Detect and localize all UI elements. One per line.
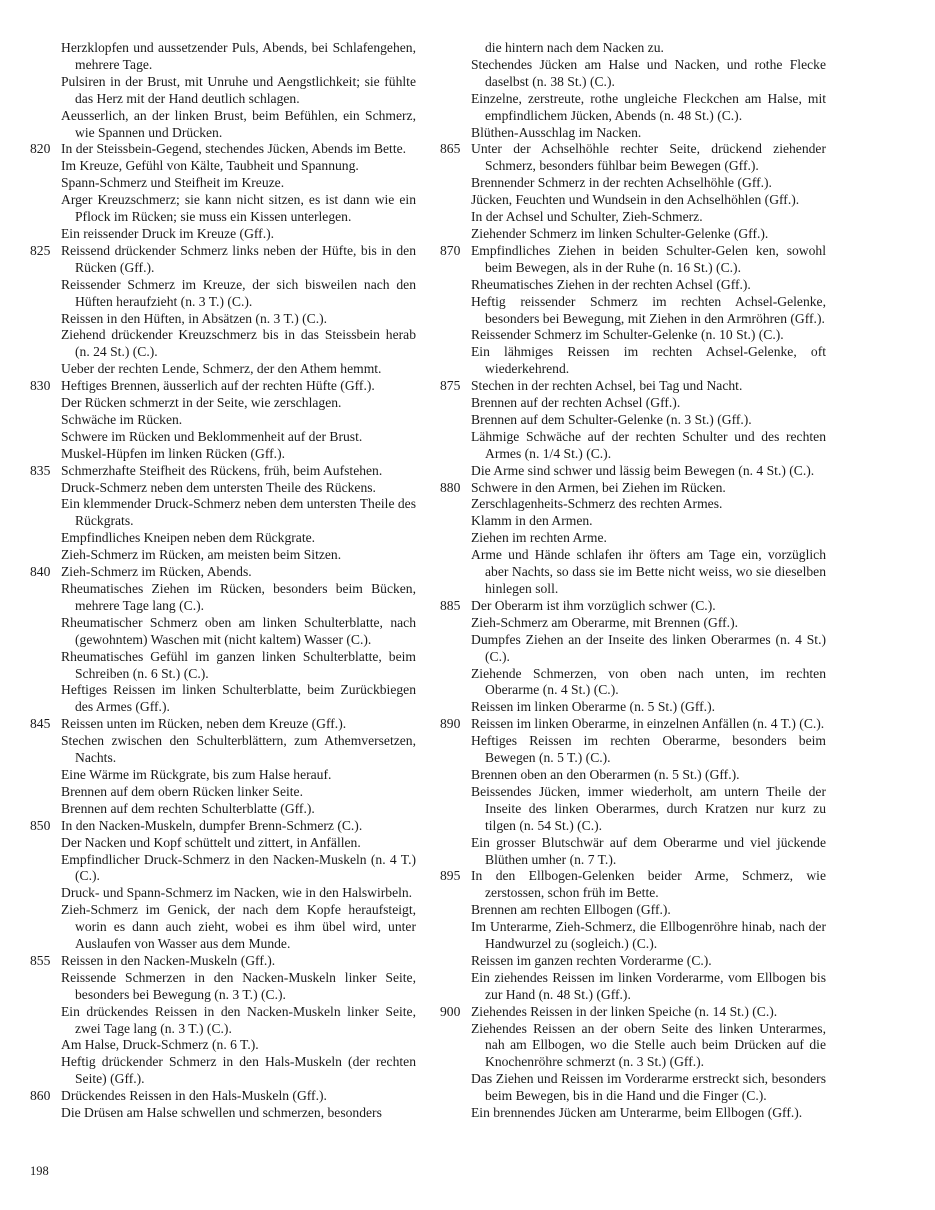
- entry-text: Zieh-Schmerz am Oberarme, mit Brennen (Gff.).: [471, 614, 738, 630]
- entry-number: 865: [440, 141, 461, 157]
- entry-text: Reissen im ganzen rechten Vorderarme (C.).: [471, 952, 712, 968]
- entry-text: Reissender Schmerz im Kreuze, der sich bisweilen nach den Hüften heraufzieht (n. 3 T.) (C.).: [61, 276, 416, 309]
- symptom-entry: [30, 311, 416, 328]
- page-number: 198: [30, 1164, 49, 1178]
- entry-text: Der Oberarm ist ihm vorzüglich schwer (C.).: [471, 597, 716, 613]
- symptom-entry: [440, 835, 826, 869]
- entry-text: Reissen in den Hüften, in Absätzen (n. 3 T.) (C.).: [61, 310, 328, 326]
- entry-text: Reissender Schmerz im Schulter-Gelenke (n. 10 St.) (C.).: [471, 327, 784, 343]
- symptom-entry: [30, 327, 416, 361]
- entry-text: Heftiges Brennen, äusserlich auf der rechten Hüfte (Gff.).: [61, 378, 375, 394]
- entry-text: Das Ziehen und Reissen im Vorderarme erstreckt sich, besonders beim Bewegen, bis in die Hand und die Finger (C.).: [471, 1071, 826, 1104]
- entry-text: Der Rücken schmerzt in der Seite, wie zerschlagen.: [61, 395, 342, 411]
- entry-text: Ziehen im rechten Arme.: [471, 530, 607, 546]
- entry-text: Brennen oben an den Oberarmen (n. 5 St.) (Gff.).: [471, 766, 740, 782]
- symptom-entry: [440, 1105, 826, 1122]
- entry-text: Brennen auf dem rechten Schulterblatte (Gff.).: [61, 800, 315, 816]
- symptom-entry: [440, 243, 826, 277]
- symptom-entry: [440, 327, 826, 344]
- entry-text: Im Unterarme, Zieh-Schmerz, die Ellbogenröhre hinab, nach der Handwurzel zu (sogleich.) (C.).: [471, 919, 826, 952]
- entry-text: Reissen unten im Rücken, neben dem Kreuze (Gff.).: [61, 716, 347, 732]
- entry-text: Zieh-Schmerz im Rücken, am meisten beim Sitzen.: [61, 547, 342, 563]
- entry-text: Heftiges Reissen im rechten Oberarme, besonders beim Bewegen (n. 5 T.) (C.).: [471, 733, 826, 766]
- symptom-entry: [440, 277, 826, 294]
- symptom-entry: [440, 970, 826, 1004]
- entry-number: 880: [440, 479, 461, 495]
- entry-text: Rheumatisches Gefühl im ganzen linken Schulterblatte, beim Schreiben (n. 6 St.) (C.).: [61, 648, 416, 681]
- left-column: [30, 40, 416, 1122]
- symptom-entry: [30, 885, 416, 902]
- symptom-entry: [440, 699, 826, 716]
- symptom-entry: [30, 902, 416, 953]
- entry-number: 835: [30, 462, 51, 478]
- entry-text: Empfindliches Kneipen neben dem Rückgrate.: [61, 530, 316, 546]
- entry-text: Blüthen-Ausschlag im Nacken.: [471, 124, 642, 140]
- entry-text: Rheumatischer Schmerz oben am linken Schulterblatte, nach (gewohntem) Waschen mit (nicht kaltem) Wasser (C.).: [61, 614, 416, 647]
- entry-text: Rheumatisches Ziehen in der rechten Achsel (Gff.).: [471, 276, 751, 292]
- entry-text: In den Nacken-Muskeln, dumpfer Brenn-Schmerz (C.).: [61, 817, 363, 833]
- symptom-entry: [30, 953, 416, 970]
- symptom-entry: [30, 835, 416, 852]
- right-column: [440, 40, 826, 1122]
- symptom-entry: [30, 1004, 416, 1038]
- entry-text: Spann-Schmerz und Steifheit im Kreuze.: [61, 175, 285, 191]
- entry-text: Schwäche im Rücken.: [61, 411, 183, 427]
- symptom-entry: [440, 463, 826, 480]
- entry-number: 875: [440, 378, 461, 394]
- entry-text: Reissend drückender Schmerz links neben der Hüfte, bis in den Rücken (Gff.).: [61, 242, 416, 275]
- entry-text: Reissende Schmerzen in den Nacken-Muskeln linker Seite, besonders bei Bewegung (n. 3 T.) (C.).: [61, 969, 416, 1002]
- symptom-entry: [30, 378, 416, 395]
- symptom-entry: [30, 784, 416, 801]
- symptom-entry: [30, 1054, 416, 1088]
- symptom-entry: [30, 801, 416, 818]
- symptom-entry: [30, 530, 416, 547]
- symptom-entry: [30, 277, 416, 311]
- symptom-entry: [440, 632, 826, 666]
- symptom-entry: [440, 429, 826, 463]
- symptom-entry: [30, 480, 416, 497]
- symptom-entry: [30, 446, 416, 463]
- symptom-entry: [30, 158, 416, 175]
- symptom-entry: [30, 395, 416, 412]
- symptom-entry: [30, 767, 416, 784]
- symptom-entry: [30, 108, 416, 142]
- entry-text: Stechendes Jücken am Halse und Nacken, und rothe Flecke daselbst (n. 38 St.) (C.).: [471, 56, 826, 89]
- symptom-entry: [440, 226, 826, 243]
- symptom-entry: [30, 733, 416, 767]
- entry-text: Schwere im Rücken und Beklommenheit auf der Brust.: [61, 428, 363, 444]
- symptom-entry: [440, 1021, 826, 1072]
- symptom-entry: [440, 953, 826, 970]
- entry-text: Stechen zwischen den Schulterblättern, zum Athemversetzen, Nachts.: [61, 733, 416, 766]
- entry-text: Brennen auf dem obern Rücken linker Seite.: [61, 783, 303, 799]
- symptom-entry: [440, 716, 826, 733]
- symptom-entry: [440, 175, 826, 192]
- symptom-entry: [440, 666, 826, 700]
- entry-number: 825: [30, 242, 51, 258]
- entry-text: In den Ellbogen-Gelenken beider Arme, Schmerz, wie zerstossen, schon früh im Bette.: [471, 868, 826, 901]
- symptom-entry: [440, 209, 826, 226]
- symptom-entry: [30, 141, 416, 158]
- entry-text: Muskel-Hüpfen im linken Rücken (Gff.).: [61, 445, 285, 461]
- entry-text: Schwere in den Armen, bei Ziehen im Rücken.: [471, 479, 726, 495]
- symptom-entry: [440, 733, 826, 767]
- entry-text: Ziehende Schmerzen, von oben nach unten, im rechten Oberarme (n. 4 St.) (C.).: [471, 665, 826, 698]
- symptom-entry: [30, 818, 416, 835]
- symptom-entry: [30, 581, 416, 615]
- symptom-entry: [440, 480, 826, 497]
- entry-number: 850: [30, 817, 51, 833]
- entry-text: Rheumatisches Ziehen im Rücken, besonders beim Bücken, mehrere Tage lang (C.).: [61, 581, 416, 613]
- entry-text: Ziehender Schmerz im linken Schulter-Gelenke (Gff.).: [471, 225, 769, 241]
- symptom-entry: [30, 175, 416, 192]
- entry-text: Zieh-Schmerz im Rücken, Abends.: [61, 564, 252, 580]
- symptom-entry: [440, 1071, 826, 1105]
- entry-text: Unter der Achselhöhle rechter Seite, drückend ziehender Schmerz, besonders fühlbar beim Bewegen (Gff.).: [471, 141, 826, 174]
- entry-text: Herzklopfen und aussetzender Puls, Abends, bei Schlafengehen, mehrere Tage.: [61, 40, 416, 72]
- entry-number: 885: [440, 597, 461, 613]
- symptom-entry: [440, 784, 826, 835]
- entry-text: Dumpfes Ziehen an der Inseite des linken Oberarmes (n. 4 St.) (C.).: [471, 631, 826, 664]
- entry-text: Schmerzhafte Steifheit des Rückens, früh, beim Aufstehen.: [61, 462, 383, 478]
- symptom-entry: [30, 852, 416, 886]
- entry-text: Ein lähmiges Reissen im rechten Achsel-Gelenke, oft wiederkehrend.: [471, 344, 826, 377]
- symptom-entry: [30, 1037, 416, 1054]
- entry-text: Reissen im linken Oberarme (n. 5 St.) (Gff.).: [471, 699, 716, 715]
- symptom-entry: [30, 40, 416, 74]
- symptom-entry: [30, 496, 416, 530]
- symptom-entry: [440, 496, 826, 513]
- entry-text: Reissen in den Nacken-Muskeln (Gff.).: [61, 952, 276, 968]
- symptom-entry: [30, 970, 416, 1004]
- entry-text: In der Steissbein-Gegend, stechendes Jücken, Abends im Bette.: [61, 141, 407, 157]
- entry-text: die hintern nach dem Nacken zu.: [485, 40, 664, 55]
- symptom-entry: [30, 192, 416, 226]
- entry-text: Die Arme sind schwer und lässig beim Bewegen (n. 4 St.) (C.).: [471, 462, 815, 478]
- entry-number: 855: [30, 952, 51, 968]
- symptom-entry: [30, 226, 416, 243]
- symptom-entry: [30, 547, 416, 564]
- entry-text: Drückendes Reissen in den Hals-Muskeln (Gff.).: [61, 1088, 327, 1104]
- entry-number: 840: [30, 564, 51, 580]
- entry-text: Empfindliches Ziehen in beiden Schulter-Gelen ken, sowohl beim Bewegen, als in der Ruhe (n. 16 St.) (C.).: [471, 242, 826, 275]
- symptom-entry: [30, 412, 416, 429]
- entry-text: Brennen am rechten Ellbogen (Gff.).: [471, 902, 671, 918]
- entry-text: Ueber der rechten Lende, Schmerz, der den Athem hemmt.: [61, 361, 382, 377]
- symptom-entry: [440, 513, 826, 530]
- entry-number: 860: [30, 1088, 51, 1104]
- entry-text: Zerschlagenheits-Schmerz des rechten Armes.: [471, 496, 723, 512]
- entry-text: Arger Kreuzschmerz; sie kann nicht sitzen, es ist dann wie ein Pflock im Rücken; sie muss ein Kissen unterlegen.: [61, 192, 416, 225]
- entry-text: Am Halse, Druck-Schmerz (n. 6 T.).: [61, 1037, 259, 1053]
- symptom-entry: [440, 91, 826, 125]
- entry-text: Zieh-Schmerz im Genick, der nach dem Kopfe heraufsteigt, worin es dann auch zieht, wobei es ihm übel wird, unter Auslaufen von Wasser aus dem Munde.: [61, 902, 416, 952]
- symptom-entry: [30, 429, 416, 446]
- entry-number: 900: [440, 1003, 461, 1019]
- entry-text: Ein brennendes Jücken am Unterarme, beim Ellbogen (Gff.).: [471, 1105, 803, 1121]
- entry-text: Ziehendes Reissen in der linken Speiche (n. 14 St.) (C.).: [471, 1003, 778, 1019]
- entry-text: Aeusserlich, an der linken Brust, beim Befühlen, ein Schmerz, wie Spannen und Drücken.: [61, 107, 416, 140]
- entry-number: 830: [30, 378, 51, 394]
- entry-text: Eine Wärme im Rückgrate, bis zum Halse herauf.: [61, 766, 332, 782]
- symptom-entry: [440, 919, 826, 953]
- symptom-entry: [440, 530, 826, 547]
- symptom-entry: [30, 1105, 416, 1122]
- symptom-entry: [440, 141, 826, 175]
- symptom-entry: [440, 125, 826, 142]
- entry-text: Druck- und Spann-Schmerz im Nacken, wie in den Halswirbeln.: [61, 885, 413, 901]
- symptom-entry: [30, 1088, 416, 1105]
- symptom-entry: [440, 1004, 826, 1021]
- entry-text: Reissen im linken Oberarme, in einzelnen Anfällen (n. 4 T.) (C.).: [471, 716, 825, 732]
- entry-text: Brennen auf der rechten Achsel (Gff.).: [471, 395, 681, 411]
- entry-text: Brennen auf dem Schulter-Gelenke (n. 3 St.) (Gff.).: [471, 411, 752, 427]
- entry-text: Lähmige Schwäche auf der rechten Schulter und des rechten Armes (n. 1/4 St.) (C.).: [471, 428, 826, 461]
- symptom-entry: [440, 395, 826, 412]
- entry-text: Ein grosser Blutschwär auf dem Oberarme und viel jückende Blüthen umher (n. 7 T.).: [471, 834, 826, 867]
- symptom-entry: [440, 192, 826, 209]
- entry-text: Pulsiren in der Brust, mit Unruhe und Aengstlichkeit; sie fühlte das Herz mit der Hand deutlich schlagen.: [61, 73, 416, 106]
- symptom-entry: [440, 902, 826, 919]
- symptom-entry: [30, 682, 416, 716]
- symptom-entry: [440, 547, 826, 598]
- entry-text: Die Drüsen am Halse schwellen und schmerzen, besonders: [61, 1105, 382, 1121]
- symptom-entry: [440, 344, 826, 378]
- entry-text: Ein ziehendes Reissen im linken Vorderarme, vom Ellbogen bis zur Hand (n. 48 St.) (Gff.).: [471, 969, 826, 1002]
- entry-number: 890: [440, 716, 461, 732]
- symptom-entry: [440, 57, 826, 91]
- symptom-entry: [30, 716, 416, 733]
- symptom-entry: [440, 412, 826, 429]
- entry-text: Brennender Schmerz in der rechten Achselhöhle (Gff.).: [471, 175, 772, 191]
- entry-text: Klamm in den Armen.: [471, 513, 593, 529]
- entry-number: 870: [440, 242, 461, 258]
- entry-text: Druck-Schmerz neben dem untersten Theile des Rückens.: [61, 479, 376, 495]
- symptom-entry: [30, 463, 416, 480]
- entry-text: Beissendes Jücken, immer wiederholt, am untern Theile der Inseite des linken Oberarmes, durch Kratzen nur kurz zu tilgen (n. 54 St.) (C.).: [471, 783, 826, 833]
- entry-text: Ein drückendes Reissen in den Nacken-Muskeln linker Seite, zwei Tage lang (n. 3 T.) (C.).: [61, 1003, 416, 1036]
- entry-text: Ein reissender Druck im Kreuze (Gff.).: [61, 225, 275, 241]
- symptom-entry: [440, 767, 826, 784]
- symptom-entry: [30, 649, 416, 683]
- entry-number: 895: [440, 868, 461, 884]
- entry-text: Jücken, Feuchten und Wundsein in den Achselhöhlen (Gff.).: [471, 192, 800, 208]
- symptom-entry: [440, 598, 826, 615]
- entry-text: Arme und Hände schlafen ihr öfters am Tage ein, vorzüglich aber Nachts, so dass sie im Bette nicht weiss, wo sie dieselben hinlegen soll.: [471, 547, 826, 596]
- entry-text: Stechen in der rechten Achsel, bei Tag und Nacht.: [471, 378, 743, 394]
- entry-text: Heftig reissender Schmerz im rechten Achsel-Gelenke, besonders bei Bewegung, mit Ziehen in den Armröhren (Gff.).: [471, 293, 826, 326]
- entry-text: Ziehendes Reissen an der obern Seite des linken Unterarmes, nah am Ellbogen, wo die Stelle auch beim Drücken auf die Knochenröhre schmerzt (n. 3 St.) (Gff.).: [471, 1020, 826, 1070]
- symptom-entry: [30, 615, 416, 649]
- entry-number: 820: [30, 141, 51, 157]
- symptom-entry: [440, 378, 826, 395]
- symptom-entry: [30, 564, 416, 581]
- symptom-entry: [440, 294, 826, 328]
- entry-number: 845: [30, 716, 51, 732]
- symptom-entry: [440, 868, 826, 902]
- entry-text: Heftig drückender Schmerz in den Hals-Muskeln (der rechten Seite) (Gff.).: [61, 1054, 416, 1087]
- symptom-entry: [30, 243, 416, 277]
- symptom-entry: [440, 40, 826, 57]
- entry-text: Der Nacken und Kopf schüttelt und zittert, in Anfällen.: [61, 834, 361, 850]
- entry-text: Empfindlicher Druck-Schmerz in den Nacken-Muskeln (n. 4 T.)(C.).: [61, 851, 416, 884]
- symptom-entry: [30, 361, 416, 378]
- symptom-entry: [30, 74, 416, 108]
- entry-text: Ein klemmender Druck-Schmerz neben dem untersten Theile des Rückgrats.: [61, 496, 416, 529]
- entry-text: Im Kreuze, Gefühl von Kälte, Taubheit und Spannung.: [61, 158, 359, 174]
- entry-text: In der Achsel und Schulter, Zieh-Schmerz.: [471, 209, 703, 225]
- entry-text: Heftiges Reissen im linken Schulterblatte, beim Zurückbiegen des Armes (Gff.).: [61, 682, 416, 715]
- entry-text: Einzelne, zerstreute, rothe ungleiche Fleckchen am Halse, mit empfindlichem Jücken, Abends (n. 48 St.) (C.).: [471, 90, 826, 123]
- entry-text: Ziehend drückender Kreuzschmerz bis in das Steissbein herab (n. 24 St.) (C.).: [61, 327, 416, 360]
- symptom-entry: [440, 615, 826, 632]
